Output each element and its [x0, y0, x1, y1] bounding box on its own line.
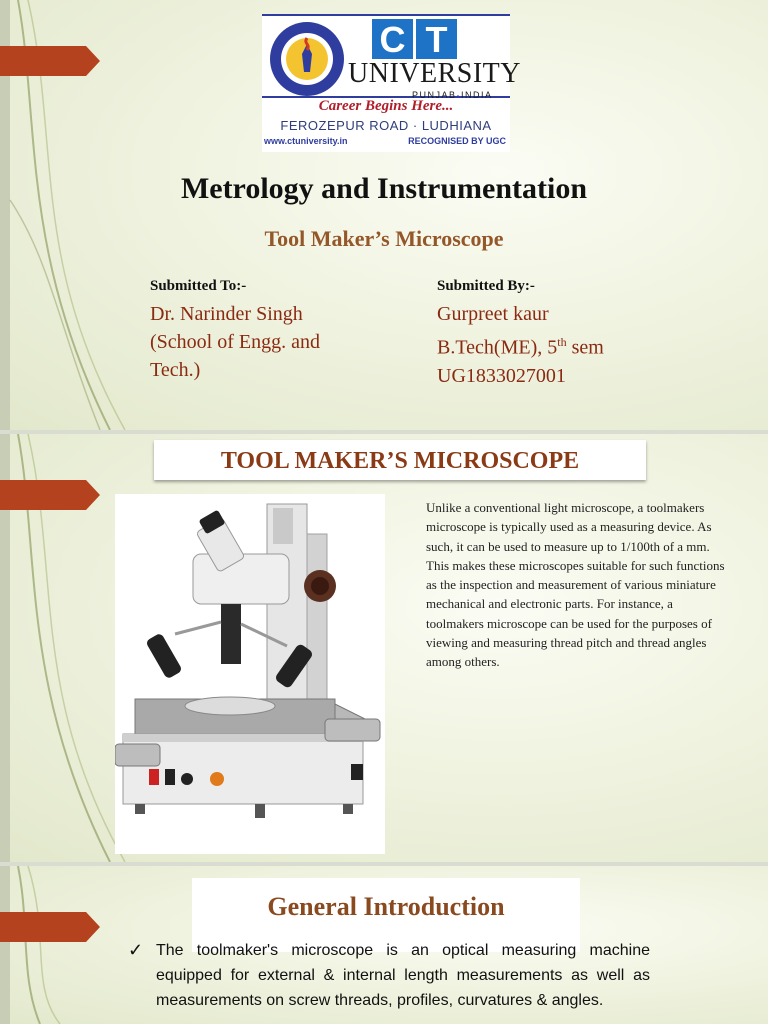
submitted-by-line1: Gurpreet kaur: [437, 303, 549, 325]
ct-mark: [372, 19, 457, 59]
introduction-slide: [0, 866, 768, 1024]
slide-title: General Introduction: [192, 878, 580, 952]
decorative-swirl-icon: [0, 866, 140, 1024]
ct-letter-t: T: [416, 19, 457, 59]
logo-top-rule: [262, 14, 510, 16]
logo-university-word: UNIVERSITY: [348, 58, 521, 89]
semester-text: sem: [566, 336, 604, 359]
submitted-to-line2: (School of Engg. and: [150, 331, 320, 353]
submitted-by-line3: UG1833027001: [437, 364, 566, 387]
arrow-tab-marker: [0, 912, 100, 942]
logo-website: www.ctuniversity.in: [264, 136, 348, 146]
submitted-to-line3: Tech.): [150, 359, 201, 381]
checkmark-icon: ✓: [128, 940, 144, 960]
logo-recognised: RECOGNISED BY UGC: [408, 136, 506, 146]
microscope-slide: [0, 434, 768, 862]
submitted-to-heading: Submitted To:-: [150, 278, 247, 294]
bullet-text: The toolmaker's microscope is an optical measuring machine equipped for external & internal length measurements as well as measurements on screw threads, profiles, curvatures & angles.: [156, 942, 650, 1009]
ct-letter-c: C: [372, 19, 413, 59]
submitted-to-block: [150, 300, 320, 384]
slide-title: TOOL MAKER’S MICROSCOPE: [154, 440, 646, 480]
title-slide: [0, 0, 768, 430]
arrow-tab-marker: [0, 46, 100, 76]
submitted-by-line2: [437, 328, 604, 362]
submitted-by-block: [437, 300, 604, 390]
logo-punjab-word: PUNJAB·INDIA: [412, 90, 493, 100]
microscope-description: Unlike a conventional light microscope, a toolmakers microscope is typically used as a measuring device. As such, it can be used to measure up to 1/100th of a mm. This makes these microscopes suitable for such functions as the inspection and measurement of various miniature mechanical and electronic parts. For instance, a toolmakers microscope can be used for the purposes of viewing and measuring thread pitch and thread angles among others.: [426, 500, 725, 670]
university-seal-icon: [268, 20, 346, 98]
logo-address: FEROZEPUR ROAD · LUDHIANA: [280, 118, 492, 133]
logo-tagline: Career Begins Here...: [318, 98, 454, 114]
course-text: B.Tech(ME), 5: [437, 336, 558, 359]
submitted-by-heading: Submitted By:-: [437, 278, 535, 294]
submitted-to-line1: Dr. Narinder Singh: [150, 303, 303, 325]
university-logo: [262, 14, 521, 152]
presentation-subtitle: Tool Maker’s Microscope: [264, 226, 504, 251]
list-item: [128, 938, 650, 1013]
microscope-photo: [115, 494, 385, 854]
presentation-title: Metrology and Instrumentation: [180, 172, 588, 205]
arrow-tab-marker: [0, 480, 100, 510]
ordinal-suffix: th: [557, 335, 567, 349]
microscope-illustration-icon: [115, 494, 385, 854]
